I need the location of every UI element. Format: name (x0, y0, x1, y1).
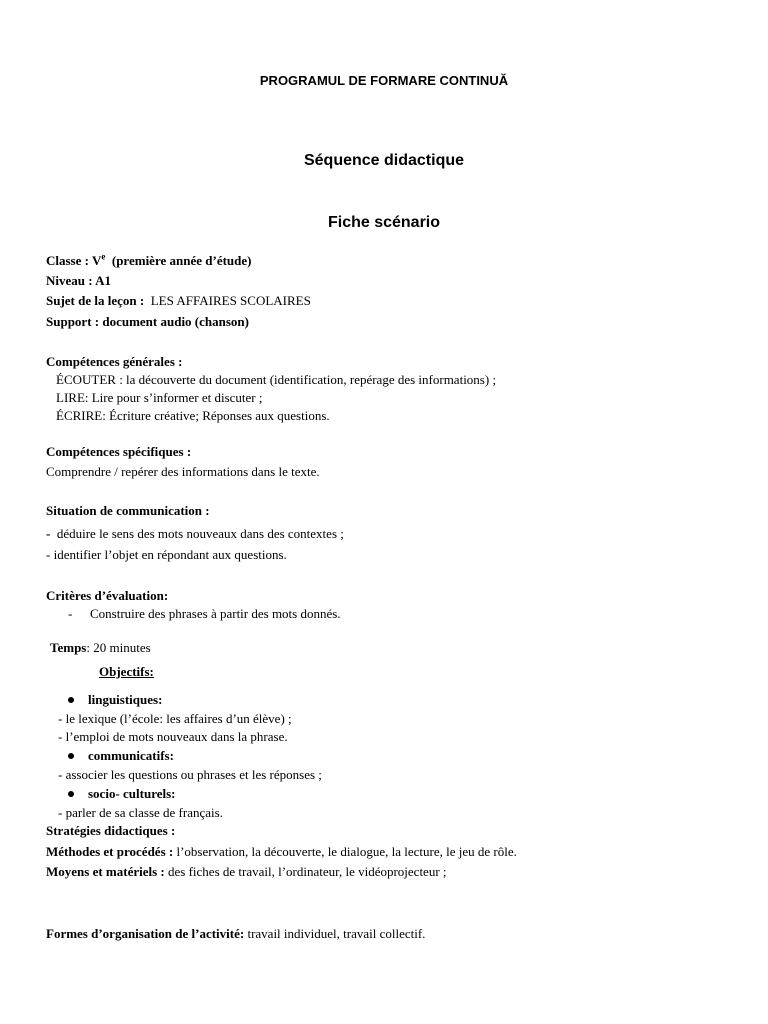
situation-label (46, 502, 210, 520)
niveau-line (46, 272, 111, 290)
sujet-line (46, 292, 311, 310)
situation-dash: - (46, 526, 54, 541)
situation-item-1 (46, 525, 344, 543)
communicatifs-heading: communicatifs: (88, 748, 174, 763)
temps-label: Temps (50, 640, 87, 655)
competences-generales-label (46, 353, 182, 371)
classe-value: (première année d’étude) (105, 253, 252, 268)
temps-value: : 20 minutes (86, 640, 151, 655)
moyens-line (46, 863, 447, 881)
competence-lire: LIRE: Lire pour s’informer et discuter ; (56, 390, 263, 405)
competences-specifiques-heading: Compétences spécifiques : (46, 444, 192, 459)
objectifs-label (99, 663, 154, 681)
competences-generales-heading: Compétences générales : (46, 354, 183, 369)
strategies-heading: Stratégies didactiques : (46, 823, 176, 838)
linguistiques-item-2: - l’emploi de mots nouveaux dans la phrase. (58, 729, 288, 744)
temps-line (50, 639, 151, 657)
socio-heading: socio- culturels: (88, 786, 176, 801)
strategies-label (46, 822, 175, 840)
methodes-label: Méthodes et procédés : (46, 844, 177, 859)
moyens-label: Moyens et matériels : (46, 864, 169, 879)
formes-label: Formes d’organisation de l’activité: (46, 926, 248, 941)
criteres-dash: - (68, 606, 73, 621)
methodes-line (46, 843, 517, 861)
support-text: Support : document audio (chanson) (46, 314, 249, 329)
situation-heading: Situation de communication : (46, 503, 210, 518)
fiche-title: Fiche scénario (327, 214, 441, 231)
methodes-value: l’observation, la découverte, le dialogue, la lecture, le jeu de rôle. (176, 844, 517, 859)
situation-item-1-text: déduire le sens des mots nouveaux dans des contextes ; (53, 526, 344, 541)
bullet-icon (68, 753, 74, 759)
situation-item-2: - identifier l’objet en répondant aux questions. (46, 547, 287, 562)
sujet-label: Sujet de la leçon : (46, 293, 151, 308)
communicatifs-bullet (68, 747, 174, 765)
classe-sup: e (101, 251, 106, 262)
bullet-icon (68, 697, 74, 703)
criteres-heading: Critères d’évaluation: (46, 588, 169, 603)
formes-line (46, 925, 425, 943)
linguistiques-item-1: - le lexique (l’école: les affaires d’un élève) ; (58, 711, 292, 726)
classe-line (46, 252, 251, 270)
competence-ecouter: ÉCOUTER : la découverte du document (identification, repérage des informations) ; (56, 372, 497, 387)
socio-item-1: - parler de sa classe de français. (58, 805, 223, 820)
support-line (46, 313, 249, 331)
moyens-value: des fiches de travail, l’ordinateur, le vidéoprojecteur ; (168, 864, 447, 879)
competence-ecrire: ÉCRIRE: Écriture créative; Réponses aux questions. (56, 408, 330, 423)
linguistiques-heading: linguistiques: (88, 692, 163, 707)
niveau-text: Niveau : A1 (46, 273, 111, 288)
competences-specifiques-text: Comprendre / repérer des informations dans le texte. (46, 464, 320, 479)
criteres-label (46, 587, 168, 605)
communicatifs-item-1: - associer les questions ou phrases et les réponses ; (58, 767, 322, 782)
sujet-value: LES AFFAIRES SCOLAIRES (150, 293, 311, 308)
sequence-title: Séquence didactique (303, 152, 465, 169)
formes-value: travail individuel, travail collectif. (247, 926, 426, 941)
competences-specifiques-label (46, 443, 191, 461)
socio-bullet (68, 785, 176, 803)
criteres-item: Construire des phrases à partir des mots donnés. (90, 606, 341, 621)
program-title: PROGRAMUL DE FORMARE CONTINUĂ (259, 73, 509, 88)
objectifs-heading: Objectifs: (99, 664, 154, 679)
bullet-icon (68, 791, 74, 797)
classe-label: Classe : V (46, 253, 102, 268)
linguistiques-bullet (68, 691, 162, 709)
